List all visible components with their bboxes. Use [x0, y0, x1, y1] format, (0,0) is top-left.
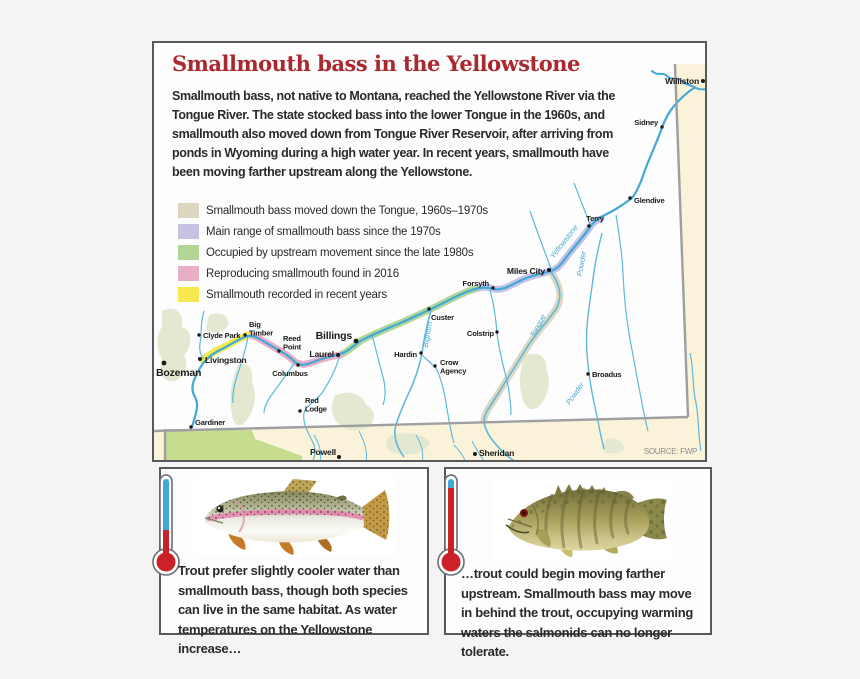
city-label: Red — [305, 396, 319, 405]
legend-row — [178, 284, 488, 305]
city-label: Gardiner — [195, 418, 226, 427]
city-label: Colstrip — [466, 329, 494, 338]
city-label: Columbus — [272, 369, 308, 378]
city-label: Crow — [440, 358, 459, 367]
city-label: Agency — [440, 366, 467, 376]
legend-swatch — [178, 245, 199, 260]
source-credit: SOURCE: FWP — [643, 447, 697, 456]
city-label: Powell — [309, 447, 336, 457]
river-name-label: Tongue — [528, 312, 548, 339]
city-label: Point — [283, 342, 301, 352]
legend-label: Occupied by upstream movement since the late 1980s — [206, 246, 474, 259]
bass-caption: …trout could begin moving farther upstream. Smallmouth bass may move in behind the trout, occupying warming waters the salmonids can no longer tolerate. — [461, 566, 693, 659]
trout-caption: Trout prefer slightly cooler water than smallmouth bass, though both species can live in the same habitat. As water temperatures on the Yellowstone increase… — [178, 563, 408, 656]
city-label: Timber — [249, 328, 273, 338]
legend-row — [178, 242, 488, 263]
legend-row — [178, 200, 488, 221]
map-panel — [152, 41, 707, 462]
city-label: Sheridan — [479, 448, 515, 458]
city-label: Clyde Park — [203, 331, 241, 340]
legend-label: Reproducing smallmouth found in 2016 — [206, 267, 399, 280]
legend-label: Smallmouth bass moved down the Tongue, 1960s–1970s — [206, 204, 488, 217]
trout-panel — [159, 467, 429, 656]
river-name-label: Bighorn — [420, 321, 435, 349]
city-label: Laurel — [309, 349, 334, 359]
legend — [178, 200, 488, 305]
smallmouth-bass-image — [492, 479, 672, 559]
rainbow-trout-image — [193, 474, 396, 556]
city-label: Williston — [665, 76, 699, 86]
legend-swatch — [178, 287, 199, 302]
city-label: Miles City — [506, 266, 545, 276]
city-label: Big — [249, 320, 261, 329]
page-title: Smallmouth bass in the Yellowstone — [172, 51, 580, 76]
legend-label: Smallmouth recorded in recent years — [206, 288, 387, 301]
city-label: Hardin — [394, 350, 417, 359]
legend-swatch — [178, 224, 199, 239]
city-label: Billings — [315, 330, 352, 342]
legend-row — [178, 221, 488, 242]
river-name-label: Yellowstone — [548, 222, 580, 261]
city-label: Glendive — [634, 196, 665, 205]
legend-label: Main range of smallmouth bass since the 1970s — [206, 225, 441, 238]
legend-swatch — [178, 203, 199, 218]
city-label: Lodge — [305, 404, 327, 414]
city-label: Terry — [586, 214, 604, 223]
smallmouth-bass-illustration — [492, 479, 672, 559]
city-label: Custer — [431, 313, 454, 322]
legend-row — [178, 263, 488, 284]
legend-swatch — [178, 266, 199, 281]
map-overlay — [154, 43, 705, 460]
rainbow-trout-illustration — [193, 474, 396, 556]
river-name-label: Powder — [574, 250, 589, 277]
city-label: Livingston — [205, 355, 247, 365]
bass-panel — [444, 467, 712, 659]
city-label: Forsyth — [462, 279, 489, 288]
city-label: Broadus — [592, 370, 622, 379]
city-label: Reed — [283, 334, 301, 343]
intro-paragraph: Smallmouth bass, not native to Montana, reached the Yellowstone River via the Tongue River. The state stocked bass into the lower Tongue in the 1960s, and smallmouth also moved down from Tongue River Reservoir, after arriving from ponds in Wyoming during a high water year. In recent years, smallmouth have been moving farther upstream along the Yellowstone. — [172, 89, 616, 179]
city-label: Sidney — [634, 118, 658, 127]
river-name-label: Powder — [563, 380, 586, 407]
city-label: Bozeman — [156, 367, 202, 379]
